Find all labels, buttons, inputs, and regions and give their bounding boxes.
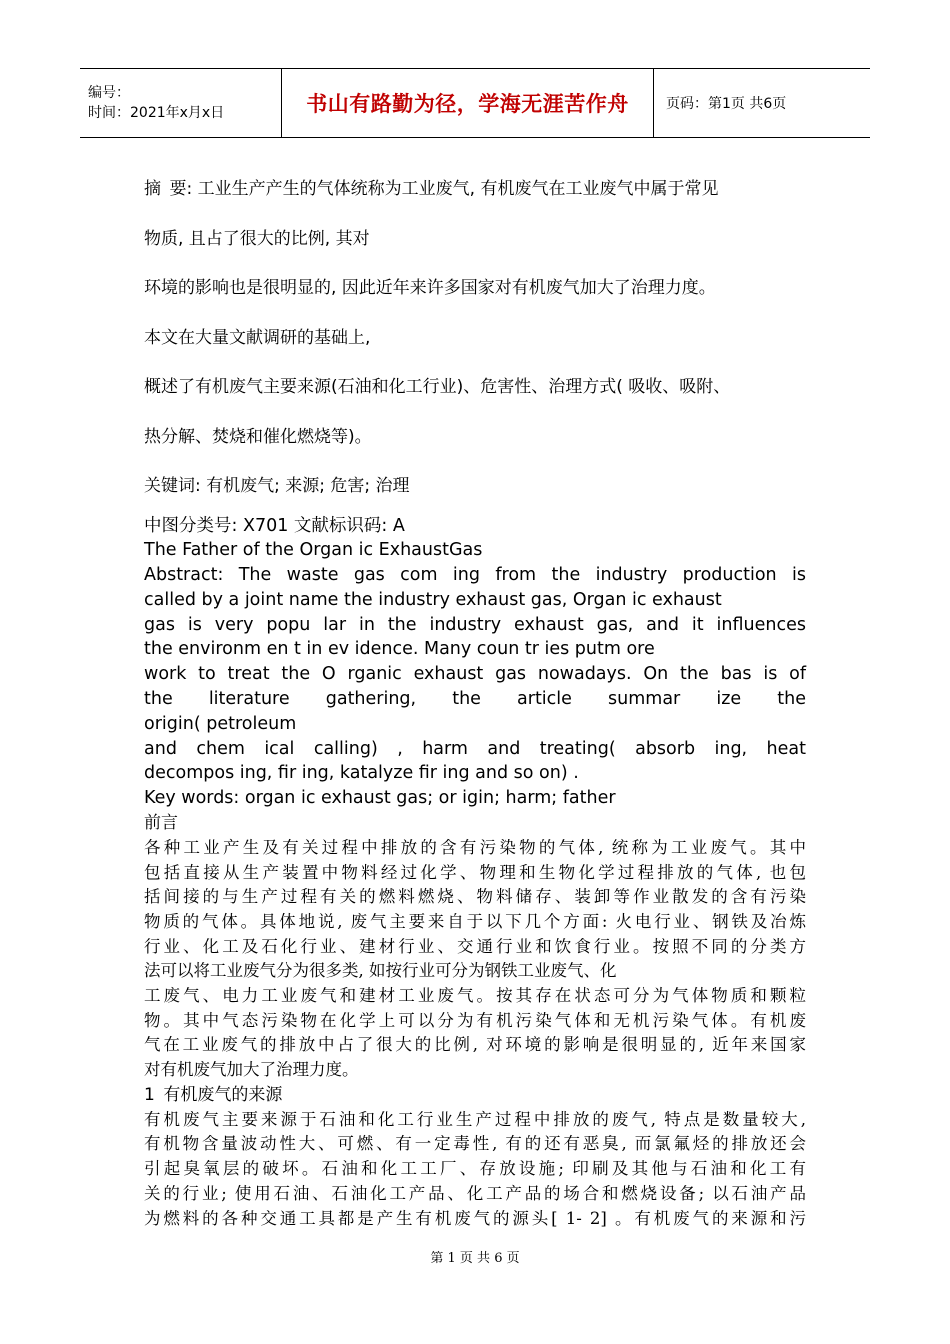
english-abstract-line: origin( petroleum xyxy=(144,713,297,734)
page-header xyxy=(80,68,870,138)
preface-line: 气在工业废气的排放中占了很大的比例, 对环境的影响是很明显的, 近年来国家 xyxy=(144,1035,806,1055)
chinese-abstract xyxy=(144,165,806,512)
preface-line: 法可以将工业废气分为很多类, 如按行业可分为钢铁工业废气、化 xyxy=(144,961,617,981)
classification-line: 中图分类号: X701 文献标识码: A xyxy=(144,515,405,536)
preface-line: 括间接的与生产过程有关的燃料燃烧、物料储存、装卸等作业散发的含有污染 xyxy=(144,887,806,907)
english-keywords: Key words: organ ic exhaust gas; or igin; harm; father xyxy=(144,788,616,809)
abstract-line: 摘 要: 工业生产产生的气体统称为工业废气, 有机废气在工业废气中属于常见 xyxy=(144,179,719,199)
preface-heading: 前言 xyxy=(144,813,178,834)
document-body xyxy=(144,165,806,1231)
preface-line: 包括直接从生产装置中物料经过化学、物理和生物化学过程排放的气体, 也包 xyxy=(144,862,806,882)
english-abstract-line: decompos ing, fir ing, katalyze fir ing and so on) . xyxy=(144,763,579,784)
english-abstract-line: Abstract: The waste gas com ing from the industry production is xyxy=(144,565,806,586)
header-meta xyxy=(80,69,281,137)
preface-line: 工废气、电力工业废气和建材工业废气。按其存在状态可分为气体物质和颗粒 xyxy=(144,986,806,1006)
section1-heading: 1 有机废气的来源 xyxy=(144,1084,283,1105)
doc-number-label: 编号： xyxy=(88,85,130,101)
preface-line: 对有机废气加大了治理力度。 xyxy=(144,1060,359,1080)
page-footer: 第 1 页 共 6 页 xyxy=(430,1251,520,1266)
header-motto: 书山有路勤为径，学海无涯苦作舟 xyxy=(306,92,629,116)
abstract-line: 概述了有机废气主要来源(石油和化工行业)、危害性、治理方式( 吸收、吸附、 xyxy=(144,377,731,397)
section1-line: 有机废气主要来源于石油和化工行业生产过程中排放的废气, 特点是数量较大, xyxy=(144,1109,806,1129)
abstract-line: 热分解、焚烧和催化燃烧等)。 xyxy=(144,426,372,447)
header-motto-cell xyxy=(281,69,654,137)
preface-line: 行业、化工及石化行业、建材行业、交通行业和饮食行业。按照不同的分类方 xyxy=(144,936,806,956)
section1-line: 引起臭氧层的破坏。石油和化工工厂、存放设施; 印刷及其他与石油和化工有 xyxy=(144,1159,806,1179)
preface-line: 物。其中气态污染物在化学上可以分为有机污染气体和无机污染气体。有机废 xyxy=(144,1010,806,1030)
english-abstract-line: the literature gathering, the article summar ize the xyxy=(144,689,806,710)
keywords-cn: 关键词: 有机废气; 来源; 危害; 治理 xyxy=(144,476,410,496)
english-abstract-line: the environm en t in ev idence. Many coun tr ies putm ore xyxy=(144,639,655,660)
preface-line: 各种工业产生及有关过程中排放的含有污染物的气体, 统称为工业废气。其中 xyxy=(144,837,806,857)
section1-line: 为燃料的各种交通工具都是产生有机废气的源头[ 1- 2] 。有机废气的来源和污 xyxy=(144,1208,806,1228)
abstract-line: 环境的影响也是很明显的, 因此近年来许多国家对有机废气加大了治理力度。 xyxy=(144,278,716,298)
abstract-line: 物质, 且占了很大的比例, 其对 xyxy=(144,228,370,249)
english-abstract-line: work to treat the O rganic exhaust gas nowadays. On the bas is of xyxy=(144,664,806,685)
abstract-line: 本文在大量文献调研的基础上, xyxy=(144,327,371,348)
english-abstract-line: called by a joint name the industry exhaust gas, Organ ic exhaust xyxy=(144,589,722,610)
preface-line: 物质的气体。具体地说, 废气主要来自于以下几个方面: 火电行业、钢铁及冶炼 xyxy=(144,911,806,931)
section1-line: 关的行业; 使用石油、石油化工产品、化工产品的场合和燃烧设备; 以石油产品 xyxy=(144,1183,806,1203)
english-abstract-line: gas is very popu lar in the industry exhaust gas, and it influences xyxy=(144,614,806,635)
english-title: The Father of the Organ ic ExhaustGas xyxy=(144,540,483,561)
section1-line: 有机物含量波动性大、可燃、有一定毒性, 有的还有恶臭, 而氯氟烃的排放还会 xyxy=(144,1134,806,1154)
doc-time-label: 时间：2021年x月x日 xyxy=(88,105,225,121)
header-page-info: 页码：第1页 共6页 xyxy=(666,96,787,112)
english-abstract-line: and chem ical calling) , harm and treating( absorb ing, heat xyxy=(144,738,806,759)
